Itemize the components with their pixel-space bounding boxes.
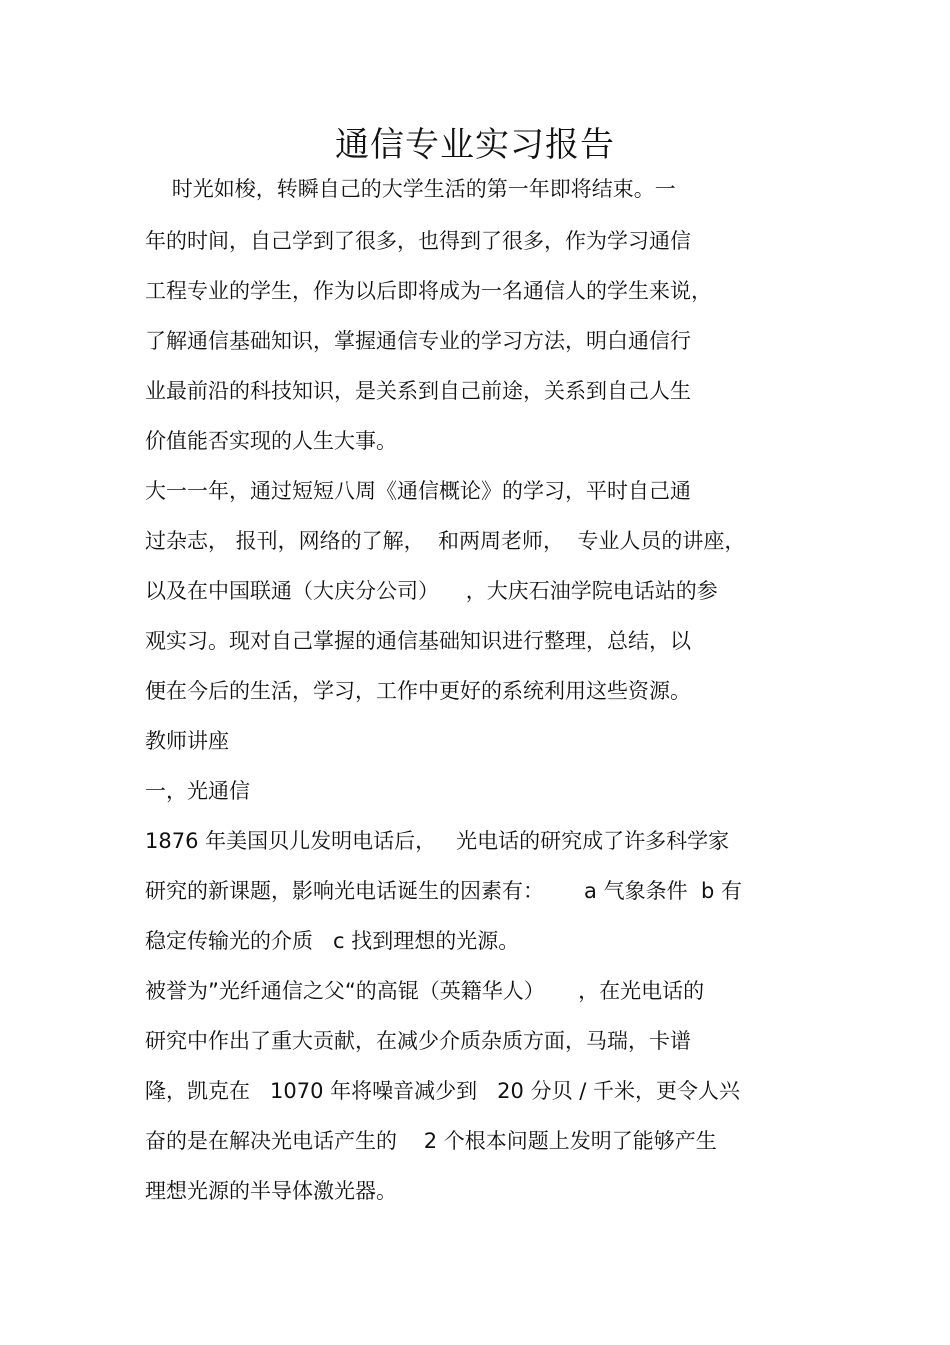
paragraph-line: 研究的新课题，影响光电话诞生的因素有： a 气象条件 b 有: [145, 879, 742, 903]
paragraph-line: 研究中作出了重大贡献，在减少介质杂质方面，马瑞，卡谱: [145, 1029, 691, 1053]
paragraph-line: 工程专业的学生，作为以后即将成为一名通信人的学生来说，: [145, 279, 712, 303]
paragraph-line: 年的时间，自己学到了很多，也得到了很多，作为学习通信: [145, 229, 691, 253]
paragraph-line: 时光如梭，转瞬自己的大学生活的第一年即将结束。一: [145, 177, 676, 201]
paragraph-line: 隆，凯克在 1070 年将噪音减少到 20 分贝 / 千米，更令人兴: [145, 1079, 740, 1103]
paragraph-line: 观实习。现对自己掌握的通信基础知识进行整理，总结，以: [145, 629, 691, 653]
paragraph-line: 大一一年，通过短短八周《通信概论》的学习，平时自己通: [145, 479, 691, 503]
paragraph-line: 稳定传输光的介质 c 找到理想的光源。: [145, 929, 520, 953]
paragraph-line: 1876 年美国贝儿发明电话后， 光电话的研究成了许多科学家: [145, 829, 730, 853]
paragraph-line: 被誉为”光纤通信之父“的高锟（英籍华人） ，在光电话的: [145, 979, 705, 1003]
paragraph-line: 业最前沿的科技知识，是关系到自己前途，关系到自己人生: [145, 379, 691, 403]
paragraph-line: 便在今后的生活，学习，工作中更好的系统利用这些资源。: [145, 679, 691, 703]
document-title: 通信专业实习报告: [335, 125, 615, 165]
paragraph-line: 价值能否实现的人生大事。: [145, 429, 397, 453]
section-heading: 教师讲座: [145, 729, 229, 753]
paragraph-line: 以及在中国联通（大庆分公司） ，大庆石油学院电话站的参: [145, 579, 718, 603]
paragraph-line: 过杂志， 报刊，网络的了解， 和两周老师， 专业人员的讲座，: [145, 529, 746, 553]
paragraph-line: 奋的是在解决光电话产生的 2 个根本问题上发明了能够产生: [145, 1129, 717, 1153]
paragraph-line: 理想光源的半导体激光器。: [145, 1179, 397, 1203]
paragraph-line: 了解通信基础知识，掌握通信专业的学习方法，明白通信行: [145, 329, 691, 353]
subsection-heading: 一，光通信: [145, 779, 250, 803]
